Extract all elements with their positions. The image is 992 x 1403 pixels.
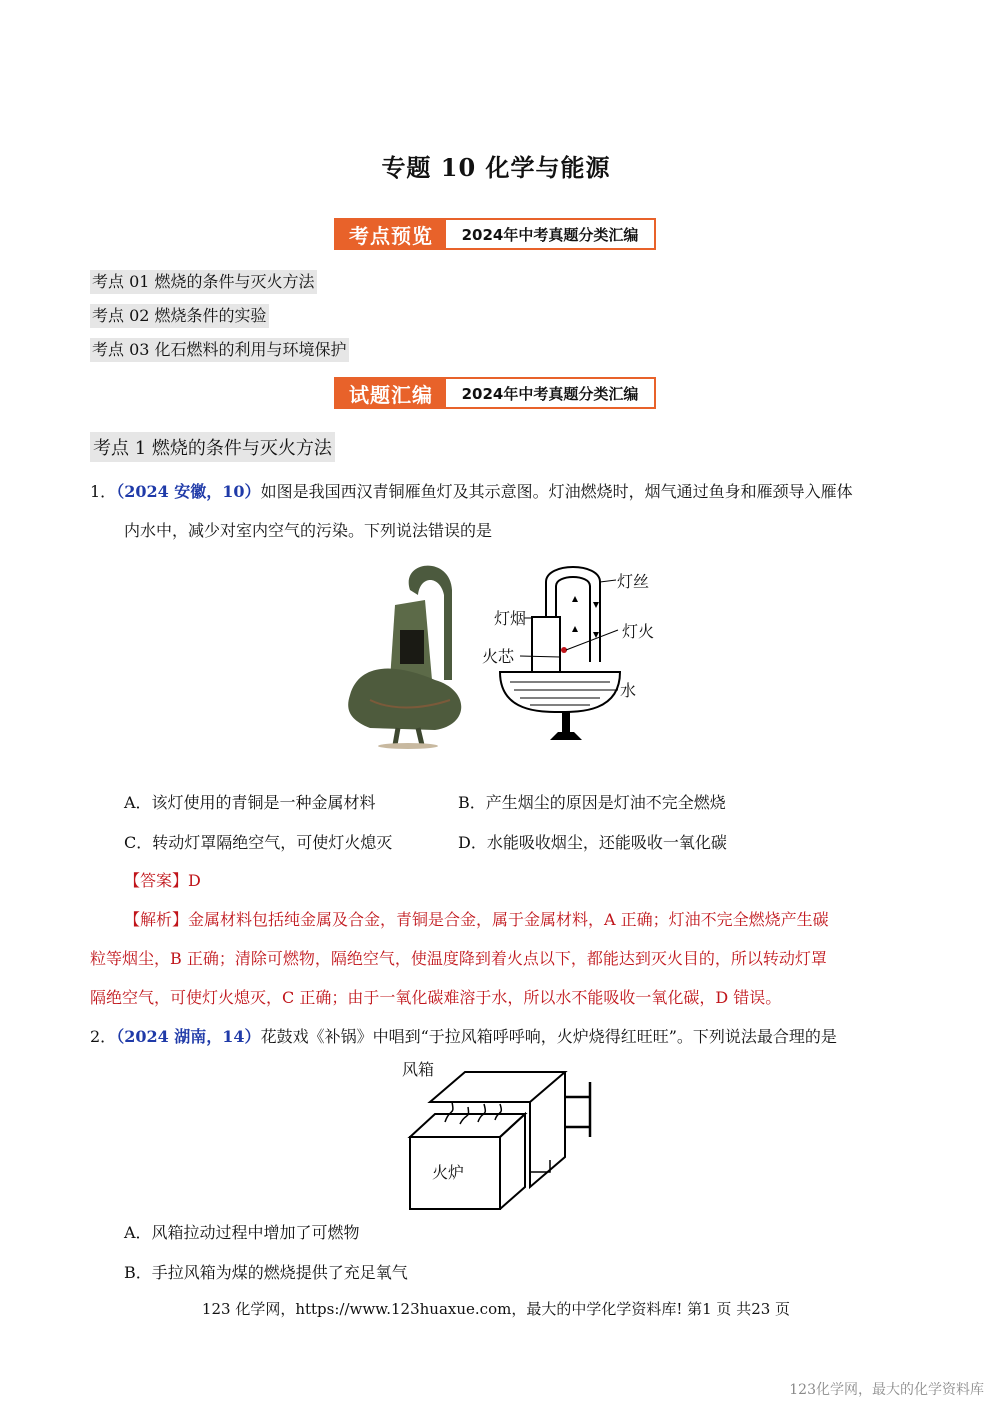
q1-option-c: C．转动灯罩隔绝空气，可使灯火熄灭 <box>124 833 393 852</box>
banner-exam <box>334 377 656 409</box>
banner-preview-tag: 考点预览 <box>336 220 446 248</box>
q1-number: 1． <box>90 482 117 501</box>
kaodian-item-1: 考点 01 燃烧的条件与灭火方法 <box>90 270 317 294</box>
bellows-stove-diagram <box>400 1062 600 1214</box>
banner-exam-sub: 2024年中考真题分类汇编 <box>461 384 639 403</box>
q1-option-b: B．产生烟尘的原因是灯油不完全燃烧 <box>458 793 726 812</box>
label-huolu: 火炉 <box>432 1163 465 1182</box>
label-dengsi: 灯丝 <box>617 572 650 591</box>
label-fengxiang: 风箱 <box>402 1060 435 1079</box>
label-dengyan: 灯烟 <box>494 609 527 628</box>
section-heading: 考点 1 燃烧的条件与灭火方法 <box>90 432 335 462</box>
watermark-text: 123化学网，最大的化学资料库 <box>789 1382 984 1398</box>
q1-explanation-1: 【解析】金属材料包括纯金属及合金，青铜是合金，属于金属材料，A 正确；灯油不完全燃烧产生碳 <box>124 910 829 929</box>
q1-line1 <box>90 481 853 503</box>
q2-option-a: A．风箱拉动过程中增加了可燃物 <box>124 1223 360 1242</box>
q1-option-a: A．该灯使用的青铜是一种金属材料 <box>124 793 376 812</box>
q2-source: （2024 湖南，14） <box>116 1027 261 1046</box>
banner-preview-sub: 2024年中考真题分类汇编 <box>461 225 639 244</box>
banner-exam-tag: 试题汇编 <box>336 379 446 407</box>
kaodian-item-2: 考点 02 燃烧条件的实验 <box>90 304 269 328</box>
q1-answer: 【答案】D <box>124 871 201 890</box>
label-huoxin: 火芯 <box>482 647 515 666</box>
bronze-lamp-photo <box>340 560 490 750</box>
page-title: 专题 10 化学与能源 <box>381 153 611 182</box>
q2-line1 <box>90 1026 837 1048</box>
q1-text2: 内水中，减少对室内空气的污染。下列说法错误的是 <box>124 521 493 540</box>
label-denghuo: 灯火 <box>622 622 655 641</box>
q2-number: 2． <box>90 1027 117 1046</box>
banner-preview <box>334 218 656 250</box>
label-shui: 水 <box>620 681 637 700</box>
kaodian-item-3: 考点 03 化石燃料的利用与环境保护 <box>90 338 349 362</box>
q1-text1: 如图是我国西汉青铜雁鱼灯及其示意图。灯油燃烧时，烟气通过鱼身和雁颈导入雁体 <box>260 482 853 501</box>
q1-explanation-2: 粒等烟尘，B 正确；清除可燃物，隔绝空气，使温度降到着火点以下，都能达到灭火目的，所以转动灯罩 <box>90 949 827 968</box>
q1-source: （2024 安徽，10） <box>116 482 261 501</box>
page-footer: 123 化学网，https://www.123huaxue.com，最大的中学化学资料库! 第1 页 共23 页 <box>201 1300 791 1318</box>
q1-option-d: D．水能吸收烟尘，还能吸收一氧化碳 <box>458 833 727 852</box>
q2-text: 花鼓戏《补锅》中唱到“于拉风箱呼呼响，火炉烧得红旺旺”。下列说法最合理的是 <box>260 1027 837 1046</box>
q1-explanation-3: 隔绝空气，可使灯火熄灭，C 正确；由于一氧化碳难溶于水，所以水不能吸收一氧化碳，D 错误。 <box>90 988 782 1007</box>
q2-option-b: B．手拉风箱为煤的燃烧提供了充足氧气 <box>124 1263 408 1282</box>
